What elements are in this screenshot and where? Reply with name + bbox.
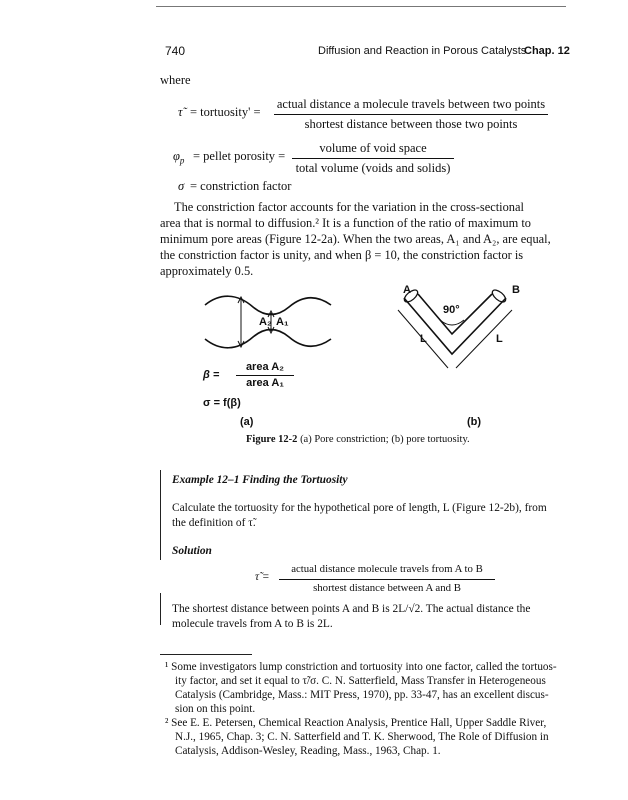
- running-title: Diffusion and Reaction in Porous Catalysts: [318, 45, 527, 57]
- label-l-left: L: [420, 333, 427, 345]
- example-body-4: molecule travels from A to B is 2L.: [172, 618, 333, 630]
- label-a2: A₂: [259, 316, 272, 328]
- beta-ratio: [236, 361, 294, 389]
- label-a1: A₁: [276, 316, 289, 328]
- tortuosity-denominator: shortest distance between those two points: [304, 117, 518, 131]
- figure-caption-text: (a) Pore constriction; (b) pore tortuosity.: [300, 434, 470, 445]
- porosity-phi: φ: [173, 149, 180, 163]
- page-number: 740: [165, 44, 186, 58]
- label-l-right: L: [496, 333, 503, 345]
- constriction-label: = constriction factor: [190, 179, 292, 193]
- figure-caption-number: Figure 12-2: [246, 434, 298, 445]
- beta-label: β =: [203, 369, 220, 381]
- sigma-function: σ = f(β): [203, 397, 241, 409]
- label-point-a: A: [403, 284, 411, 296]
- footnote-2-line-3: Catalysis, Addison-Wesley, Reading, Mass., 1963, Chap. 1.: [175, 745, 441, 757]
- footnote-1-line-1: ¹ Some investigators lump constriction and tortuosity into one factor, called the tortuos-: [165, 661, 557, 673]
- pore-lower-wall: [205, 330, 331, 348]
- pore-tortuosity-drawing: [392, 284, 532, 384]
- beta-ratio-numerator: area A₂: [236, 361, 294, 376]
- paragraph-line-2: area that is normal to diffusion.² It is a function of the ratio of maximum to: [160, 216, 531, 230]
- caption-a: (a): [240, 416, 254, 428]
- footnote-2-line-2: N.J., 1965, Chap. 3; C. N. Satterfield and T. K. Sherwood, The Role of Diffusion in: [175, 731, 549, 743]
- footnote-rule: [160, 654, 252, 655]
- porosity-symbol: [173, 148, 184, 169]
- footnote-1-line-2: ity factor, and set it equal to τ̃/σ. C. N. Satterfield, Mass Transfer in Heterogeneous: [175, 675, 546, 687]
- solution-sidebar-rule: [160, 593, 161, 625]
- paragraph-line-1: The constriction factor accounts for the variation in the cross-sectional: [174, 200, 524, 214]
- angle-label: 90°: [443, 304, 460, 316]
- pore-upper-wall: [205, 296, 331, 314]
- beta-ratio-denominator: area A₁: [246, 377, 284, 389]
- where-label: where: [160, 73, 191, 87]
- porosity-denominator: total volume (voids and solids): [295, 161, 451, 175]
- solution-label: Solution: [172, 545, 212, 557]
- paragraph-line-4: the constriction factor is unity, and when β = 10, the constriction factor is: [160, 248, 524, 262]
- example-heading: Example 12–1 Finding the Tortuosity: [172, 474, 348, 486]
- footnote-1-line-4: sion on this point.: [175, 703, 256, 715]
- tortuosity-numerator: actual distance a molecule travels between two points: [274, 96, 548, 115]
- top-rule: [156, 6, 566, 7]
- example-eq-fraction: [279, 562, 495, 596]
- porosity-subscript: p: [179, 155, 185, 166]
- constriction-symbol: σ: [178, 179, 185, 193]
- tortuosity-label: = tortuosity' =: [190, 105, 261, 119]
- label-point-b: B: [512, 284, 520, 296]
- tortuosity-fraction: [274, 96, 548, 132]
- footnote-2-line-1: ² See E. E. Petersen, Chemical Reaction Analysis, Prentice Hall, Upper Saddle River,: [165, 717, 547, 729]
- caption-b: (b): [467, 416, 482, 428]
- example-body-3: The shortest distance between points A and B is 2L/√2. The actual distance the: [172, 603, 531, 615]
- footnote-1-line-3: Catalysis (Cambridge, Mass.: MIT Press, 1970), pp. 33-47, has an excellent discus-: [175, 689, 549, 701]
- figure-caption: [246, 434, 470, 445]
- chapter-label: Chap. 12: [524, 45, 570, 57]
- example-eq-lhs: τ̃ =: [255, 571, 270, 583]
- example-eq-denominator: shortest distance between A and B: [313, 582, 461, 594]
- example-sidebar-rule: [160, 470, 161, 560]
- example-eq-numerator: actual distance molecule travels from A to B: [279, 562, 495, 580]
- pore-end-b: [490, 288, 507, 304]
- porosity-label: = pellet porosity =: [193, 149, 286, 163]
- tortuosity-symbol: τ̃: [178, 105, 183, 119]
- porosity-numerator: volume of void space: [292, 140, 454, 159]
- example-body-1: Calculate the tortuosity for the hypothetical pore of length, L (Figure 12-2b), from: [172, 502, 547, 514]
- paragraph-line-5: approximately 0.5.: [160, 264, 254, 278]
- paragraph-line-3: minimum pore areas (Figure 12-2a). When the two areas, A₁ and A₂, are equal,: [160, 232, 551, 246]
- example-body-2: the definition of τ̃.: [172, 517, 256, 529]
- length-line-right: [456, 310, 512, 368]
- porosity-fraction: [292, 140, 454, 176]
